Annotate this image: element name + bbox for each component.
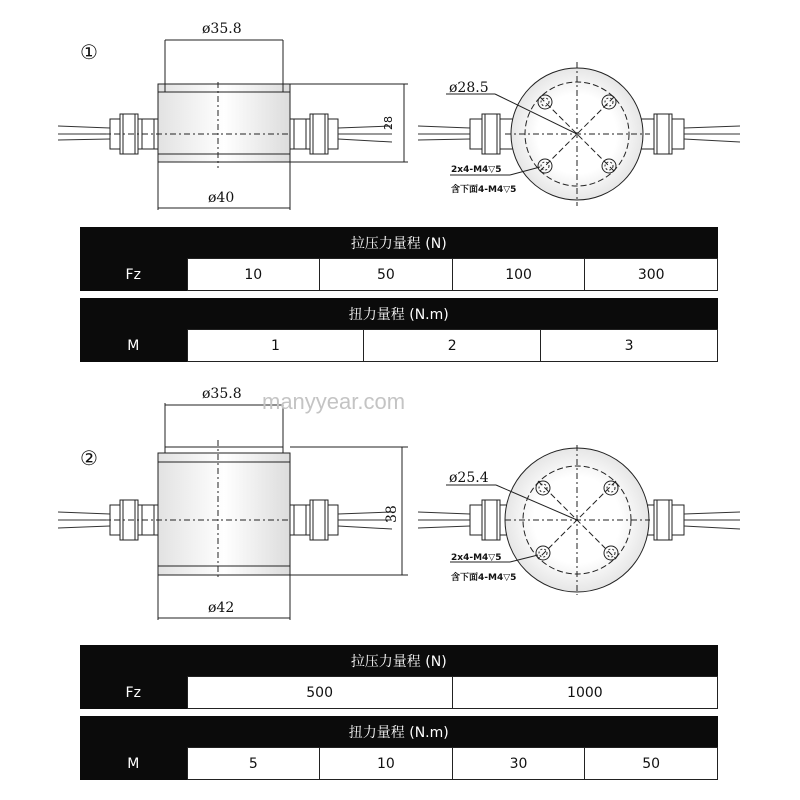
model-1-torque-label: M: [80, 330, 187, 362]
model-1-torque-value: 3: [541, 330, 718, 362]
model-1-force-title: 拉压力量程 (N): [80, 227, 718, 259]
model-1-force-value: 10: [187, 259, 320, 291]
model-2-bolt-circle-diameter: ø25.4: [449, 470, 489, 486]
model-1-hole-note-bottom: 含下面4-M4▽5: [451, 185, 517, 195]
model-1-hole-note: 2x4-M4▽5: [451, 165, 502, 175]
model-2-hole-note: 2x4-M4▽5: [451, 553, 502, 563]
model-1-badge: ①: [80, 40, 98, 64]
model-1-force-value: 300: [585, 259, 718, 291]
model-1-force-value: 100: [452, 259, 585, 291]
model-2-side-view: [58, 403, 408, 620]
model-2-torque-label: M: [80, 748, 187, 780]
model-2-force-label: Fz: [80, 677, 187, 709]
model-1-torque-value: 2: [364, 330, 541, 362]
model-1-torque-value: 1: [187, 330, 364, 362]
model-2-torque-table: [80, 716, 718, 780]
model-1-torque-title: 扭力量程 (N.m): [80, 298, 718, 330]
model-1-force-label: Fz: [80, 259, 187, 291]
model-2-bottom-diameter: ø42: [208, 600, 235, 616]
model-2-force-value: 1000: [452, 677, 717, 709]
model-1-height: 28: [382, 116, 395, 130]
model-2-badge: ②: [80, 446, 98, 470]
model-2-torque-title: 扭力量程 (N.m): [80, 716, 718, 748]
model-2-torque-value: 50: [585, 748, 718, 780]
model-1-bolt-circle-diameter: ø28.5: [449, 80, 489, 96]
model-2-height: 38: [384, 505, 400, 523]
watermark: manyyear.com: [262, 389, 406, 414]
model-1-top-diameter: ø35.8: [202, 21, 242, 37]
model-1-force-value: 50: [320, 259, 453, 291]
model-2-force-value: 500: [187, 677, 452, 709]
model-2-drawing: [58, 386, 740, 620]
model-1-torque-table: [80, 298, 718, 362]
model-2-force-title: 拉压力量程 (N): [80, 645, 718, 677]
model-2-hole-note-bottom: 含下面4-M4▽5: [451, 573, 517, 583]
model-2-top-diameter: ø35.8: [202, 386, 242, 402]
model-1-drawing: [58, 21, 740, 210]
model-2-force-table: [80, 645, 718, 709]
model-2-torque-value: 10: [320, 748, 453, 780]
model-1-bottom-diameter: ø40: [208, 190, 235, 206]
model-1-side-view: [58, 40, 408, 210]
model-1-force-table: [80, 227, 718, 291]
model-2-torque-value: 30: [452, 748, 585, 780]
model-2-torque-value: 5: [187, 748, 320, 780]
